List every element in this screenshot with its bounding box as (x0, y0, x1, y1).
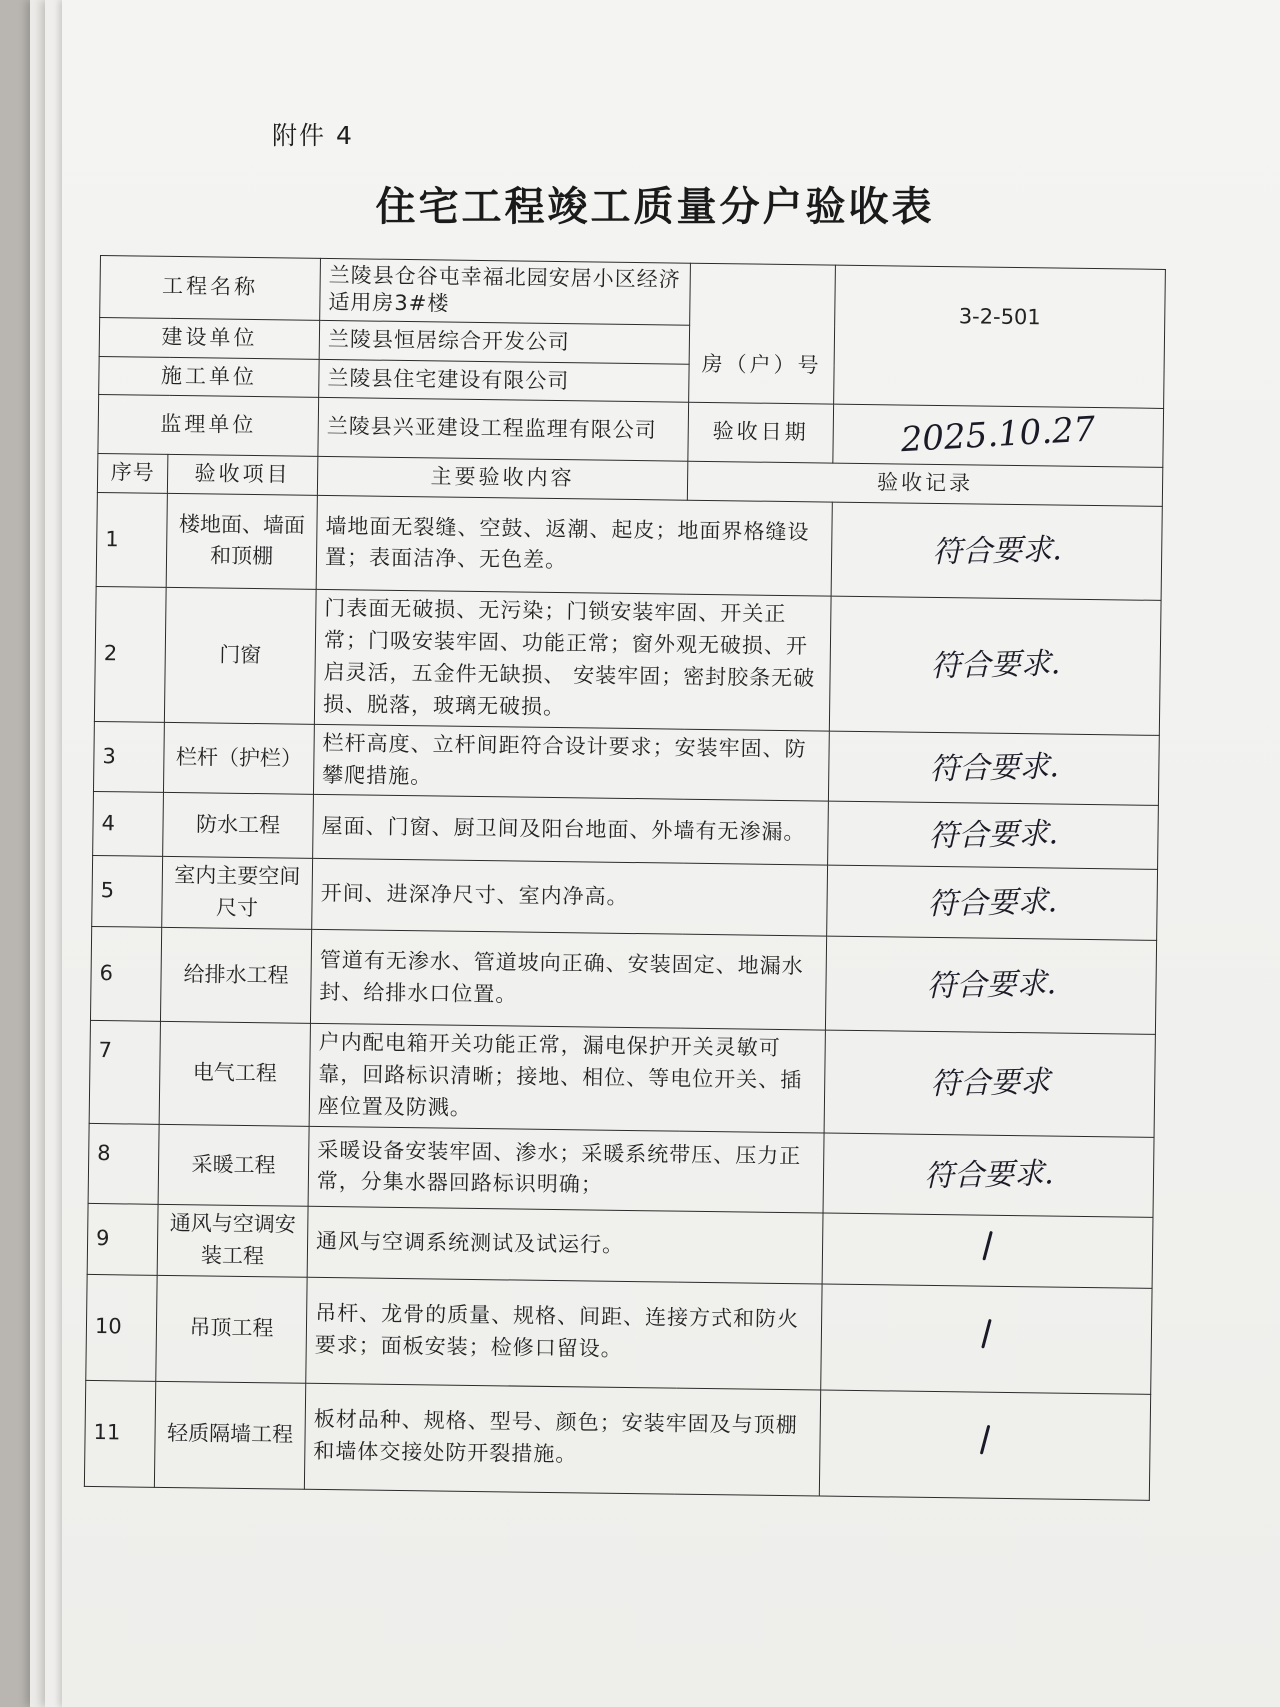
contractor-label: 施工单位 (99, 356, 319, 398)
header-no: 序号 (97, 454, 168, 494)
header-item: 验收项目 (167, 454, 317, 495)
builder-value: 兰陵县恒居综合开发公司 (319, 320, 689, 364)
row-content: 开间、进深净尺寸、室内净高。 (312, 859, 828, 937)
row-record (825, 936, 1156, 1034)
row-number: 4 (93, 792, 164, 857)
record-handwriting: 符合要求. (923, 1155, 1054, 1194)
row-content: 通风与空调系统测试及试运行。 (307, 1206, 823, 1284)
row-content: 吊杆、龙骨的质量、规格、间距、连接方式和防火要求；面板安装；检修口留设。 (306, 1277, 822, 1390)
row-record (824, 1030, 1155, 1137)
row-content: 墙地面无裂缝、空鼓、返潮、起皮；地面界格缝设置；表面洁净、无色差。 (316, 495, 832, 596)
record-slash-mark (982, 1231, 993, 1261)
record-slash-mark (981, 1319, 992, 1349)
table-row (84, 1380, 1150, 1500)
acceptance-table (84, 255, 1166, 1501)
record-handwriting: 符合要求 (929, 1064, 1051, 1103)
row-number: 10 (86, 1274, 157, 1381)
row-item: 门窗 (164, 587, 316, 724)
record-handwriting: 符合要求. (926, 883, 1058, 922)
row-number: 5 (92, 856, 163, 928)
row-record (828, 731, 1159, 806)
record-slash-mark (980, 1425, 991, 1455)
row-record (823, 1133, 1154, 1217)
row-item: 电气工程 (159, 1022, 310, 1127)
row-content: 采暖设备安装牢固、渗水；采暖系统带压、压力正常，分集水器回路标识明确； (308, 1126, 824, 1213)
row-number: 8 (88, 1123, 159, 1204)
row-content: 板材品种、规格、型号、颜色；安装牢固及与顶棚和墙体交接处防开裂措施。 (304, 1383, 820, 1496)
row-record (827, 865, 1158, 940)
row-record (822, 1213, 1153, 1288)
row-record (819, 1390, 1150, 1500)
row-content: 户内配电箱开关功能正常，漏电保护开关灵敏可靠，回路标识清晰；接地、相位、等电位开关、插座位置及防溅。 (309, 1024, 825, 1133)
builder-label: 建设单位 (99, 317, 319, 359)
record-handwriting: 符合要求. (931, 532, 1062, 570)
row-item: 室内主要空间尺寸 (162, 857, 313, 930)
row-item: 采暖工程 (158, 1124, 309, 1206)
record-handwriting: 符合要求. (927, 816, 1059, 855)
record-handwriting: 符合要求. (928, 749, 1059, 787)
row-record (828, 802, 1159, 870)
table-row (88, 1123, 1154, 1217)
project-name-label: 工程名称 (100, 256, 321, 320)
row-item: 轻质隔墙工程 (154, 1381, 305, 1489)
table-row (89, 1021, 1155, 1138)
row-number: 7 (89, 1021, 160, 1125)
annex-label: 附件 4 (272, 121, 354, 150)
row-number: 9 (87, 1203, 158, 1275)
row-item: 防水工程 (163, 793, 314, 859)
supervisor-value: 兰陵县兴亚建设工程监理有限公司 (318, 398, 689, 462)
record-handwriting: 符合要求. (925, 966, 1057, 1005)
row-number: 6 (90, 927, 161, 1022)
record-handwriting: 符合要求. (930, 646, 1061, 685)
row-number: 2 (94, 586, 166, 722)
row-item: 栏杆（护栏） (163, 722, 314, 795)
unit-no-label: 房（户）号 (689, 263, 836, 404)
table-row (90, 927, 1156, 1035)
row-item: 吊顶工程 (156, 1275, 307, 1383)
inspection-date-value (833, 405, 1164, 468)
row-record (829, 596, 1161, 735)
row-number: 11 (84, 1380, 155, 1487)
project-name-value: 兰陵县仓谷屯幸福北园安居小区经济适用房3#楼 (320, 258, 691, 324)
row-number: 3 (93, 721, 164, 793)
inspection-date-handwriting: 2025.10.27 (899, 409, 1097, 461)
header-content: 主要验收内容 (317, 456, 687, 500)
contractor-value: 兰陵县住宅建设有限公司 (319, 359, 689, 403)
inspection-date-label: 验收日期 (688, 403, 834, 464)
row-content: 门表面无破损、无污染；门锁安装牢固、开关正常；门吸安装牢固、功能正常；窗外观无破损、开启灵活，五金件无缺损、 安装牢固；密封胶条无破损、脱落，玻璃无破损。 (314, 589, 831, 730)
row-record (831, 502, 1162, 600)
table-row (94, 586, 1161, 735)
row-item: 通风与空调安装工程 (157, 1204, 308, 1277)
document-title: 住宅工程竣工质量分户验收表 (375, 184, 935, 230)
row-content: 栏杆高度、立杆间距符合设计要求；安装牢固、防攀爬措施。 (313, 724, 829, 802)
row-item: 给排水工程 (160, 928, 311, 1024)
table-row (86, 1274, 1152, 1394)
row-item: 楼地面、墙面和顶棚 (166, 493, 317, 589)
header-record: 验收记录 (687, 461, 1162, 506)
row-number: 1 (96, 492, 167, 587)
row-record (821, 1284, 1152, 1394)
supervisor-label: 监理单位 (98, 395, 319, 457)
table-row (96, 492, 1162, 600)
row-content: 管道有无渗水、管道坡向正确、安装固定、地漏水封、给排水口位置。 (310, 930, 826, 1031)
unit-no-value: 3-2-501 (834, 265, 1166, 409)
row-content: 屋面、门窗、厨卫间及阳台地面、外墙有无渗漏。 (313, 795, 829, 866)
